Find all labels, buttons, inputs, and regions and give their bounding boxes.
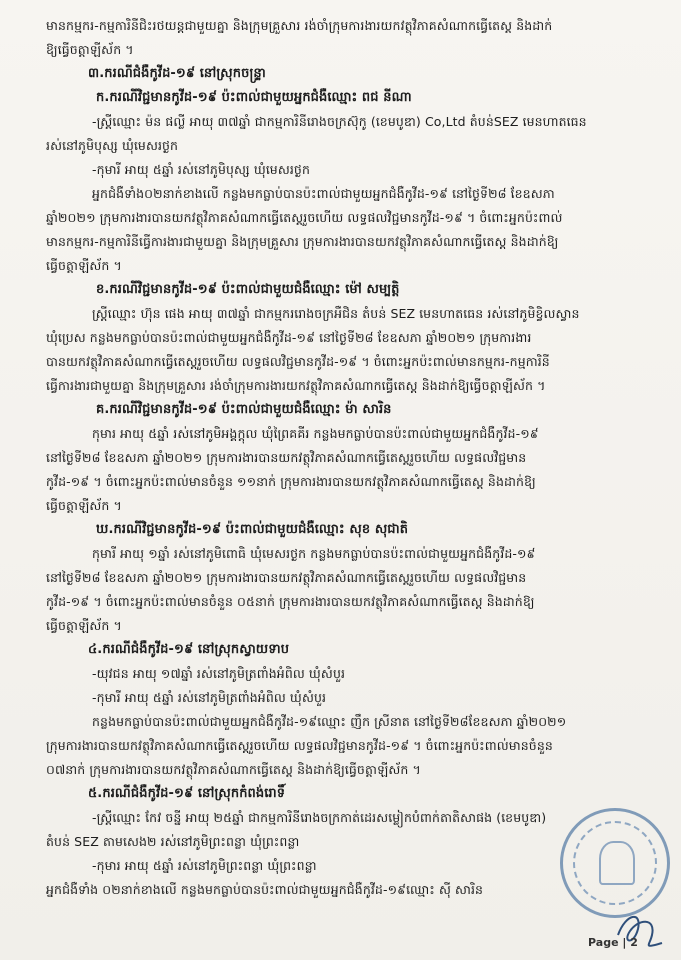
text-line: នៅថ្ងៃទី២៨ ខែឧសភា ឆ្នាំ២០២១ ក្រុមការងារបានយកវត្ថុវិភាគសំណាកធ្វើតេស្តរួចហើយ លទ្ធផលវិជ្ជមាន	[46, 570, 527, 585]
paragraph-start-line: -កុមារ អាយុ ៥ឆ្នាំ រស់នៅភូមិព្រះពន្លា ឃុំព្រះពន្លា	[92, 858, 317, 873]
official-stamp	[560, 808, 670, 918]
text-line: ឆ្នាំ២០២១ ក្រុមការងារបានយកវត្ថុវិភាគសំណាកធ្វើតេស្តរួចហើយ លទ្ធផលវិជ្ជមានកូវីដ-១៩ ។ ចំពោះអ្នកប៉ះពាល់	[46, 210, 563, 225]
paragraph-start-line: អ្នកជំងឺទាំង០២នាក់ខាងលើ កន្លងមកធ្លាប់បានប៉ះពាល់ជាមួយអ្នកជំងឺកូវីដ-១៩ នៅថ្ងៃទី២៨ ខែឧសភា	[92, 186, 555, 201]
text-line: ធ្វើចត្តាឡីស័ក ។	[46, 498, 122, 513]
text-line: ឱ្យធ្វើចត្តាឡីស័ក ។	[46, 42, 134, 57]
section-heading: ៥.ករណីជំងឺកូវីដ-១៩ នៅស្រុកកំពង់រោទិ៍	[88, 786, 286, 801]
page-number: Page | 2	[588, 936, 638, 949]
paragraph-start-line: កន្លងមកធ្លាប់បានប៉ះពាល់ជាមួយអ្នកជំងឺកូវីដ-១៩ឈ្មោះ ញឹក ស្រីនាត នៅថ្ងៃទី២៨ខែឧសភា ឆ្នាំ២០២១	[92, 714, 567, 729]
section-heading: ៣.ករណីជំងឺកូវីដ-១៩ នៅស្រុកចន្ទ្រា	[88, 66, 266, 81]
paragraph-start-line: -ស្ត្រីឈ្មោះ កែវ ចន្នី អាយុ ២៥ឆ្នាំ ជាកម្មការិនីរោងចក្រកាត់ដេរសម្លៀកបំពាក់តាតិសាផង (ខេមបូឌា)	[92, 810, 547, 825]
subsection-heading: ឃ.ករណីវិជ្ជមានកូវីដ-១៩ ប៉ះពាល់ជាមួយជំងឺឈ្មោះ សុខ សុជាតិ	[96, 522, 409, 537]
paragraph-start-line: -យុវជន អាយុ ១៧ឆ្នាំ រស់នៅភូមិត្រពាំងអំពិល ឃុំសំបួរ	[92, 666, 346, 681]
paragraph-start-line: -កុមារី អាយុ ៥ឆ្នាំ រស់នៅភូមិត្រពាំងអំពិល ឃុំសំបួរ	[92, 690, 327, 705]
subsection-heading: គ.ករណីវិជ្ជមានកូវីដ-១៩ ប៉ះពាល់ជាមួយជំងឺឈ្មោះ ម៉ា សារិន	[96, 402, 392, 417]
text-line: តំបន់ SEZ តាមសេង២ រស់នៅភូមិព្រះពន្លា ឃុំព្រះពន្លា	[46, 834, 300, 849]
stamp-emblem-icon	[599, 841, 635, 885]
text-line: ធ្វើចត្តាឡីស័ក ។	[46, 258, 122, 273]
text-line: បានយកវត្ថុវិភាគសំណាកធ្វើតេស្តរួចហើយ លទ្ធផលវិជ្ជមានកូវីដ-១៩ ។ ចំពោះអ្នកប៉ះពាល់មានកម្មករ-កម្មការិនី	[46, 354, 550, 369]
text-line: រស់នៅភូមិបុស្ស ឃុំមេសរថ្ងក	[46, 138, 179, 153]
document-body	[46, 14, 654, 902]
paragraph-start-line: -កុមារី អាយុ ៥ឆ្នាំ រស់នៅភូមិបុស្ស ឃុំមេសរថ្ងក	[92, 162, 310, 177]
paragraph-start-line: កុមារ អាយុ ៥ឆ្នាំ រស់នៅភូមិអង្គក្តុល ឃុំព្រៃគគីរ កន្លងមកធ្លាប់បានប៉ះពាល់ជាមួយអ្នកជំងឺកូវីដ-១៩	[92, 426, 539, 441]
paragraph-start-line: ស្ត្រីឈ្មោះ ហ៊ុន ផេង អាយុ ៣៧ឆ្នាំ ជាកម្មកររោងចក្រអឺជិន តំបន់ SEZ មេនហាតធេន រស់នៅភូមិខ្វិលស្វាន	[92, 306, 580, 321]
text-line: កូវីដ-១៩ ។ ចំពោះអ្នកប៉ះពាល់មានចំនួន ១១នាក់ ក្រុមការងារបានយកវត្ថុវិភាគសំណាកធ្វើតេស្ត និងដាក់ឱ្យ	[46, 474, 536, 489]
text-line: ០៧នាក់ ក្រុមការងារបានយកវត្ថុវិភាគសំណាកធ្វើតេស្ត និងដាក់ឱ្យធ្វើចត្តាឡីស័ក ។	[46, 762, 421, 777]
text-line: នៅថ្ងៃទី២៨ ខែឧសភា ឆ្នាំ២០២១ ក្រុមការងារបានយកវត្ថុវិភាគសំណាកធ្វើតេស្តរួចហើយ លទ្ធផលវិជ្ជមាន	[46, 450, 527, 465]
text-line: អ្នកជំងឺទាំង ០២នាក់ខាងលើ កន្លងមកធ្លាប់បានប៉ះពាល់ជាមួយអ្នកជំងឺកូវីដ-១៩ឈ្មោះ ស៊ី សារិន	[46, 882, 484, 897]
subsection-heading: ខ.ករណីវិជ្ជមានកូវីដ-១៩ ប៉ះពាល់ជាមួយជំងឺឈ្មោះ ម៉ៅ សម្បត្តិ	[96, 282, 400, 297]
text-line: មានកម្មករ-កម្មការិនីជិះរថយន្តជាមួយគ្នា និងក្រុមគ្រួសារ រង់ចាំក្រុមការងារយកវត្ថុវិភាគសំណាកធ្វើតេស្ត និងដាក់	[46, 18, 553, 33]
text-line: ក្រុមការងារបានយកវត្ថុវិភាគសំណាកធ្វើតេស្តរួចហើយ លទ្ធផលវិជ្ជមានកូវីដ-១៩ ។ ចំពោះអ្នកប៉ះពាល់មានចំនួន	[46, 738, 553, 753]
paragraph-start-line: -ស្ត្រីឈ្មោះ ម៉ន ផល្លី អាយុ ៣៧ឆ្នាំ ជាកម្មការិនីរោងចក្រស៊ុកូ (ខេមបូឌា) Co,Ltd តំបន់SEZ មេនហាតធេន	[92, 114, 587, 129]
paragraph-start-line: កុមារី អាយុ ១ឆ្នាំ រស់នៅភូមិពោធិ ឃុំមេសរថ្ងក កន្លងមកធ្លាប់បានប៉ះពាល់ជាមួយអ្នកជំងឺកូវីដ-១៩	[92, 546, 536, 561]
section-heading: ៤.ករណីជំងឺកូវីដ-១៩ នៅស្រុកស្វាយទាប	[88, 642, 290, 657]
text-line: កូវីដ-១៩ ។ ចំពោះអ្នកប៉ះពាល់មានចំនួន ០៥នាក់ ក្រុមការងារបានយកវត្ថុវិភាគសំណាកធ្វើតេស្ត និងដាក់ឱ្យ	[46, 594, 535, 609]
text-line: ធ្វើចត្តាឡីស័ក ។	[46, 618, 122, 633]
text-line: ធ្វើការងារជាមួយគ្នា និងក្រុមគ្រួសារ រង់ចាំក្រុមការងារយកវត្ថុវិភាគសំណាកធ្វើតេស្ត និងដាក់ឱ្យធ្វើចត្តាឡីស័ក ។	[46, 378, 546, 393]
text-line: មានកម្មករ-កម្មការិនីធ្វើការងារជាមួយគ្នា និងក្រុមគ្រួសារ ក្រុមការងារបានយកវត្ថុវិភាគសំណាកធ្វើតេស្ត និងដាក់ឱ្យ	[46, 234, 559, 249]
text-line: ឃុំប្រេស កន្លងមកធ្លាប់បានប៉ះពាល់ជាមួយអ្នកជំងឺកូវីដ-១៩ នៅថ្ងៃទី២៨ ខែឧសភា ឆ្នាំ២០២១ ក្រុមការងារ	[46, 330, 532, 345]
subsection-heading: ក.ករណីវិជ្ជមានកូវីដ-១៩ ប៉ះពាល់ជាមួយអ្នកជំងឺឈ្មោះ ពជ នីណា	[96, 90, 412, 105]
